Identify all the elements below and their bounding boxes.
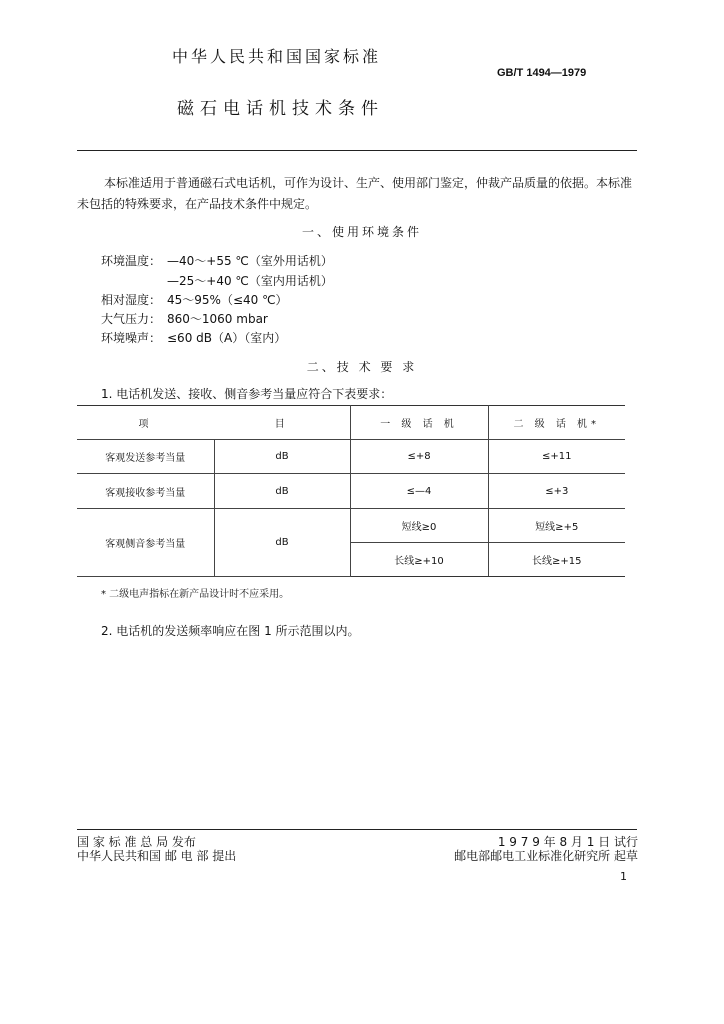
condition-label: 相对湿度：	[101, 293, 162, 307]
row-grade2-long-line: 长线≥+15	[488, 543, 625, 577]
condition-row	[101, 329, 286, 346]
intro-paragraph: 本标准适用于普通磁石式电话机，可作为设计、生产、使用部门鉴定，仲裁产品质量的依据。本标准未包括的特殊要求，在产品技术条件中规定。	[77, 176, 633, 211]
drafter-line: 邮电部邮电工业标准化研究所 起草	[454, 849, 638, 863]
row-grade1: ≤—4	[350, 474, 488, 509]
condition-label: 环境温度：	[101, 254, 162, 268]
condition-value: 860～1060 mbar	[167, 312, 268, 326]
row-item: 客观发送参考当量	[77, 440, 214, 474]
column-header-grade1: 一 级 话 机	[350, 406, 488, 440]
row-grade2: ≤+3	[488, 474, 625, 509]
standard-code: GB/T 1494—1979	[497, 67, 587, 79]
condition-label: 环境噪声：	[101, 331, 162, 345]
proposer-line: 中华人民共和国 邮 电 部 提出	[77, 849, 237, 863]
row-unit: dB	[214, 509, 350, 577]
section1-heading: 一、使用环境条件	[301, 225, 422, 239]
issuer-line: 国 家 标 准 总 局 发布	[77, 835, 196, 849]
row-grade2: ≤+11	[488, 440, 625, 474]
column-header-grade2: 二 级 话 机*	[488, 406, 625, 440]
column-header-item-suffix: 目	[214, 406, 350, 440]
condition-row	[101, 291, 288, 308]
row-unit: dB	[214, 440, 350, 474]
document-title: 磁石电话机技术条件	[177, 99, 384, 119]
condition-value: 45～95%（≤40 ℃）	[167, 293, 288, 307]
row-unit: dB	[214, 474, 350, 509]
reference-equivalent-table	[77, 405, 625, 577]
section2-heading: 二、技 术 要 求	[306, 360, 418, 374]
page-number: 1	[620, 870, 627, 883]
condition-row	[101, 310, 268, 327]
table-row	[77, 509, 625, 543]
row-grade1-short-line: 短线≥0	[350, 509, 488, 543]
requirement-item-2: 2. 电话机的发送频率响应在图 1 所示范围以内。	[101, 624, 360, 638]
condition-row	[101, 272, 333, 289]
row-item: 客观接收参考当量	[77, 474, 214, 509]
condition-label: 大气压力：	[101, 312, 162, 326]
row-grade1-long-line: 长线≥+10	[350, 543, 488, 577]
footer-divider	[77, 829, 637, 830]
row-grade1: ≤+8	[350, 440, 488, 474]
requirement-item-1: 1. 电话机发送、接收、侧音参考当量应符合下表要求：	[101, 387, 393, 401]
table-header-row	[77, 406, 625, 440]
footer-right	[454, 835, 638, 863]
header-divider	[77, 150, 637, 151]
table-footnote: * 二级电声指标在新产品设计时不应采用。	[101, 589, 290, 600]
trial-date-line: 1 9 7 9 年 8 月 1 日 试行	[497, 835, 638, 849]
row-grade2-short-line: 短线≥+5	[488, 509, 625, 543]
condition-row	[101, 252, 333, 269]
column-header-item: 项	[77, 406, 214, 440]
national-standard-header: 中华人民共和国国家标准	[172, 47, 382, 66]
table-row	[77, 440, 625, 474]
row-item: 客观侧音参考当量	[77, 509, 214, 577]
condition-value: —25～+40 ℃（室内用话机）	[167, 274, 333, 288]
condition-value: ≤60 dB（A）（室内）	[167, 331, 287, 345]
condition-value: —40～+55 ℃（室外用话机）	[167, 254, 333, 268]
table-row	[77, 474, 625, 509]
footer-left	[77, 835, 236, 863]
